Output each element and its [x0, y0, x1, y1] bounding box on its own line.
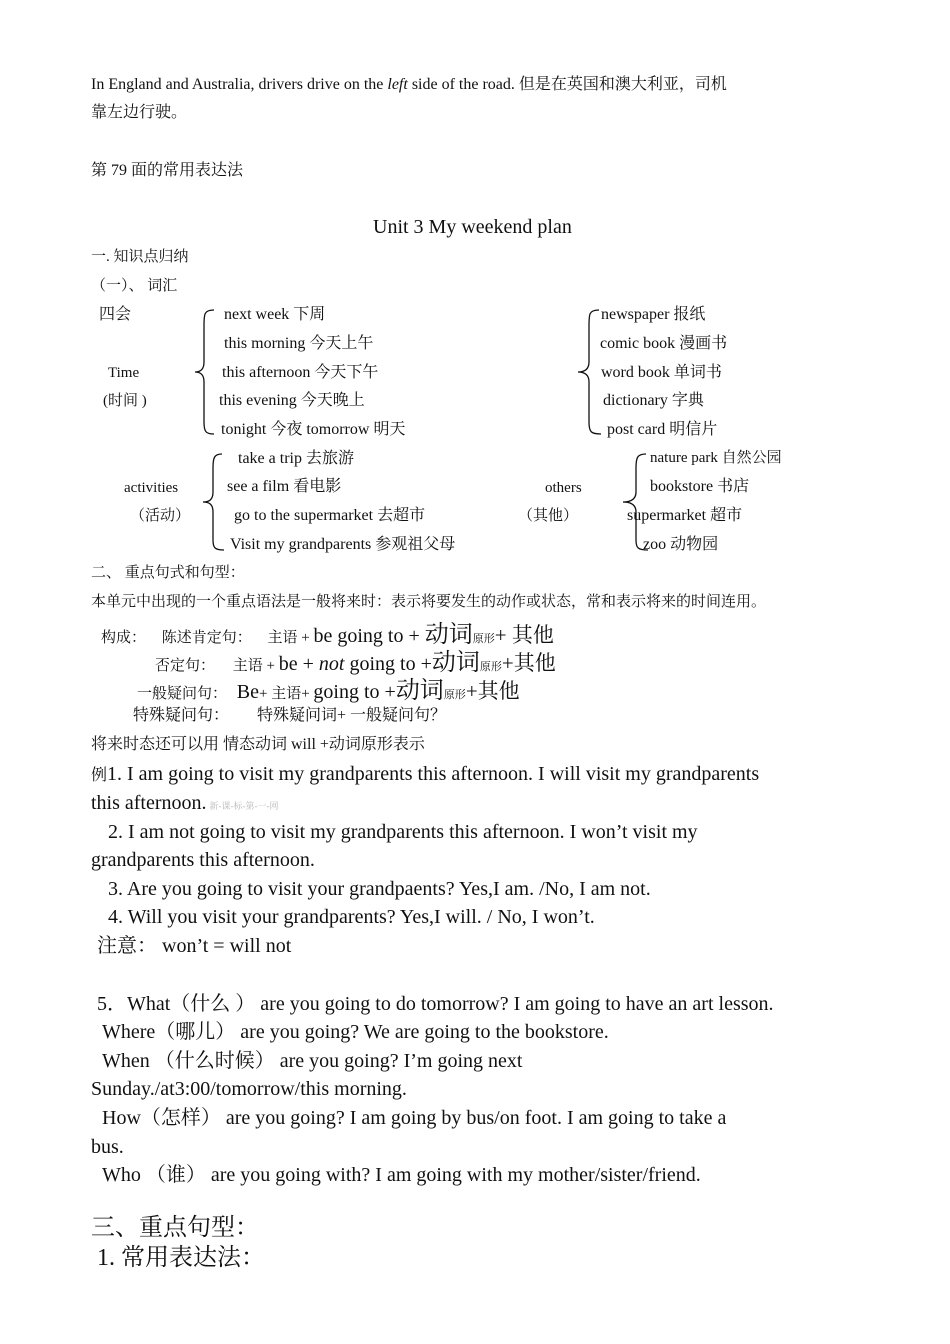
- section-1-sub: （一）、 词汇: [91, 278, 178, 294]
- others-label: others: [545, 480, 582, 496]
- example-1-text: 1. I am going to visit my grandparents this afternoon. I will visit my grandparents: [107, 763, 760, 785]
- neg-label: 否定句：: [155, 658, 216, 674]
- time-label-cn: (时间 ): [103, 393, 147, 409]
- activities-brace: [200, 450, 226, 556]
- things-item: dictionary 字典: [603, 392, 704, 409]
- example-how: How（怎样） are you going? I am going by bus/on foot. I am going to take a: [102, 1107, 727, 1129]
- q-be: Be: [236, 681, 259, 703]
- formula-affirmative: [101, 622, 554, 650]
- q-subject: + 主语+: [258, 686, 314, 702]
- intro-line-1-start: In England and Australia, drivers drive on the: [91, 76, 388, 93]
- example-prefix: 例: [91, 767, 108, 784]
- others-item: zoo 动物园: [643, 536, 719, 553]
- four-skills-label: 四会: [99, 306, 132, 323]
- time-item: this morning 今天上午: [224, 335, 374, 352]
- affirm-formula: be going to +: [313, 625, 425, 647]
- section-2-intro: 本单元中出现的一个重点语法是一般将来时：表示将要发生的动作或状态，常和表示将来的时间连用。: [91, 594, 767, 610]
- example-1: [91, 763, 759, 786]
- formula-question: [137, 678, 520, 706]
- others-label-cn: （其他）: [518, 508, 579, 524]
- example-2: 2. I am not going to visit my grandparents this afternoon. I won’t visit my: [108, 821, 698, 843]
- example-1-text-2: this afternoon.: [91, 792, 207, 814]
- section-1-heading: 一. 知识点归纳: [91, 249, 189, 265]
- neg-not: not: [318, 653, 345, 675]
- neg-subject: 主语 +: [232, 658, 279, 674]
- example-3: 3. Are you going to visit your grandpaents? Yes,I am. /No, I am not.: [108, 878, 651, 900]
- neg-small: 原形: [479, 661, 502, 673]
- time-item: next week 下周: [224, 306, 326, 323]
- things-item: newspaper 报纸: [601, 306, 706, 323]
- example-where: Where（哪儿） are you going? We are going to the bookstore.: [102, 1021, 609, 1043]
- things-item: post card 明信片: [607, 421, 718, 438]
- intro-italic-left: left: [387, 76, 408, 93]
- others-item: supermarket 超市: [627, 507, 743, 524]
- example-2-cont: grandparents this afternoon.: [91, 849, 315, 871]
- example-when: When （什么时候） are you going? I’m going next: [102, 1050, 523, 1072]
- activities-label-cn: （活动）: [130, 508, 191, 524]
- intro-line-1-end: side of the road. 但是在英国和澳大利亚，司机: [407, 76, 727, 93]
- q-small: 原形: [443, 689, 466, 701]
- affirm-verb: 动词: [424, 622, 473, 648]
- intro-line-1: [91, 76, 727, 94]
- example-who: Who （谁） are you going with? I am going with my mother/sister/friend.: [102, 1164, 701, 1186]
- affirm-small: 原形: [472, 633, 495, 645]
- example-when-cont: Sunday./at3:00/tomorrow/this morning.: [91, 1078, 407, 1100]
- things-item: comic book 漫画书: [600, 335, 728, 352]
- q-formula: going to +: [313, 681, 396, 703]
- activity-item: take a trip 去旅游: [238, 450, 354, 467]
- note: 注意： won’t = will not: [97, 935, 292, 957]
- example-5: 5．What（什么 ） are you going to do tomorrow? I am going to have an art lesson.: [97, 993, 774, 1015]
- page-note: 第 79 面的常用表达法: [91, 162, 244, 179]
- wh-label: 特殊疑问句：: [133, 707, 230, 724]
- things-item: word book 单词书: [601, 364, 722, 381]
- q-verb: 动词: [395, 678, 444, 704]
- activity-item: see a film 看电影: [227, 478, 342, 495]
- neg-verb: 动词: [431, 650, 480, 676]
- affirm-tail: + 其他: [494, 623, 554, 647]
- time-item: this evening 今天晚上: [219, 392, 365, 409]
- section-3-item-1: 1. 常用表达法：: [97, 1245, 265, 1271]
- neg-tail: +其他: [501, 651, 556, 675]
- neg-formula-b: going to +: [344, 653, 432, 675]
- example-how-cont: bus.: [91, 1136, 124, 1158]
- section-2-heading: 二、 重点句式和句型：: [91, 565, 245, 581]
- struct-label: 构成：: [101, 630, 147, 646]
- q-tail: +其他: [465, 679, 520, 703]
- others-item: nature park 自然公园: [650, 450, 782, 466]
- unit-title: Unit 3 My weekend plan: [373, 216, 572, 238]
- activities-label: activities: [124, 480, 179, 496]
- time-label: Time: [108, 365, 140, 381]
- others-item: bookstore 书店: [650, 478, 750, 495]
- activity-item: go to the supermarket 去超市: [234, 507, 426, 524]
- formula-negative: [155, 650, 556, 678]
- things-brace: [575, 306, 603, 438]
- watermark: 新-课-标-第-一-网: [209, 801, 279, 811]
- affirm-subject: 主语 +: [267, 630, 314, 646]
- time-brace: [192, 306, 218, 438]
- example-4: 4. Will you visit your grandparents? Yes,I will. / No, I won’t.: [108, 906, 595, 928]
- example-1-cont: [91, 792, 279, 815]
- formula-wh: [133, 707, 446, 725]
- section-3-heading: 三、重点句型：: [91, 1215, 259, 1241]
- time-item: this afternoon 今天下午: [222, 364, 379, 381]
- intro-line-2: 靠左边行驶。: [91, 104, 188, 121]
- time-item: tonight 今夜 tomorrow 明天: [221, 421, 406, 438]
- wh-formula: 特殊疑问词+ 一般疑问句？: [257, 707, 447, 724]
- activity-item: Visit my grandparents 参观祖父母: [230, 536, 456, 553]
- affirm-label: 陈述肯定句：: [161, 630, 252, 646]
- will-note: 将来时态还可以用 情态动词 will +动词原形表示: [91, 736, 425, 753]
- neg-formula-a: be +: [278, 653, 319, 675]
- q-label: 一般疑问句：: [137, 686, 228, 702]
